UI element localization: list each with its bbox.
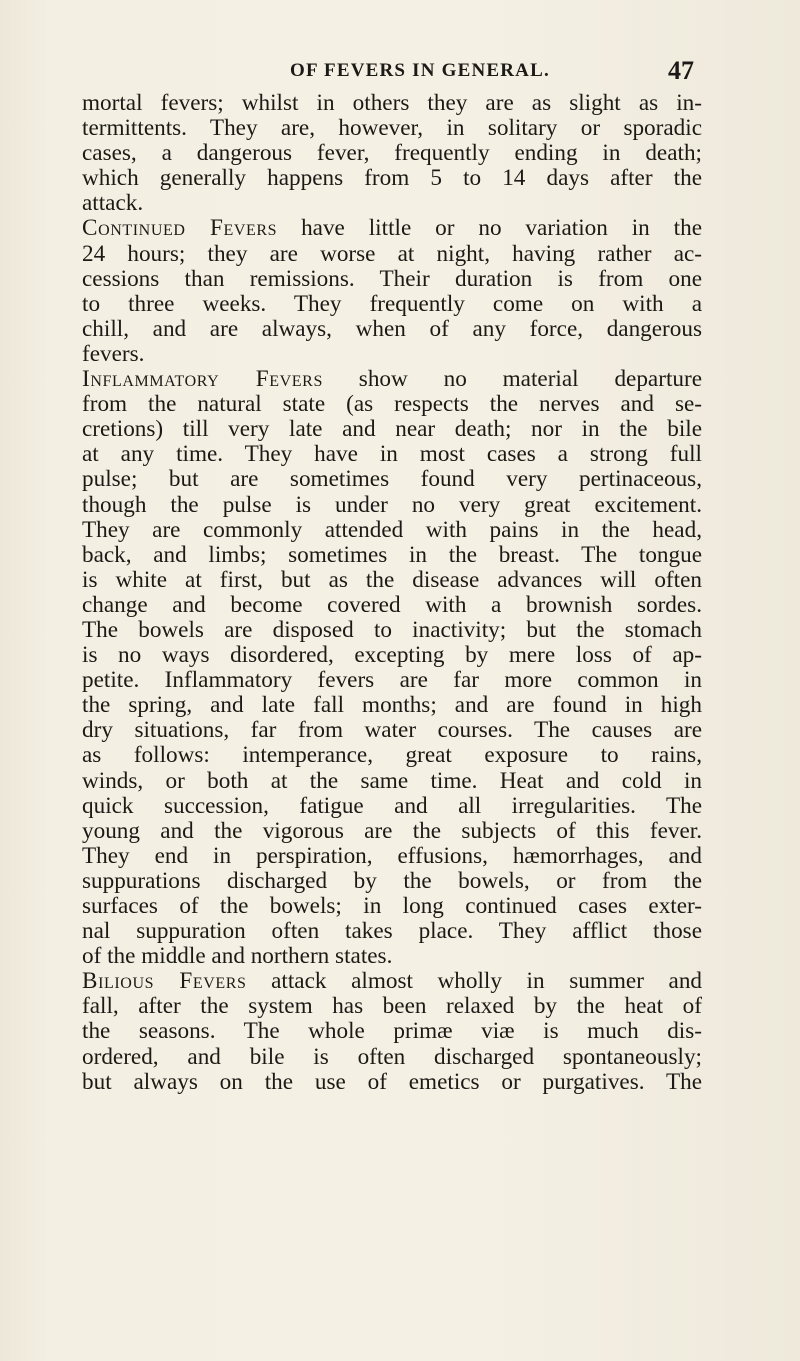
text-line: [82, 743, 702, 768]
text-line: [82, 417, 702, 442]
text-line: [82, 994, 702, 1019]
line-text: is white at first, but as the disease advances will often: [82, 566, 702, 593]
line-text: ordered, and bile is often discharged spontaneously;: [82, 1043, 702, 1070]
body-text: [82, 91, 702, 1095]
text-line: [82, 518, 702, 543]
line-text: 24 hours; they are worse at night, having rather ac-: [82, 240, 702, 267]
text-line: [82, 643, 702, 668]
text-line: [82, 769, 702, 794]
text-line: [82, 1019, 702, 1044]
line-text: cessions than remissions. Their duration is from one: [82, 265, 702, 292]
line-text: nal suppuration often takes place. They afflict those: [82, 918, 702, 945]
text-line: [82, 1045, 702, 1070]
text-line: [82, 166, 702, 191]
text-line: [82, 844, 702, 869]
line-text: back, and limbs; sometimes in the breast. The tongue: [82, 541, 702, 568]
line-text: cretions) till very late and near death; nor in the bile: [82, 416, 702, 443]
line-text: The bowels are disposed to inactivity; but the stomach: [82, 616, 702, 643]
line-text: pulse; but are sometimes found very pertinaceous,: [82, 466, 702, 493]
text-line: [82, 543, 702, 568]
text-line: [82, 593, 702, 618]
text-line: [82, 392, 702, 417]
line-text: chill, and are always, when of any force, dangerous: [82, 315, 702, 342]
text-line: [82, 317, 702, 342]
text-line: [82, 969, 702, 994]
text-line: [82, 292, 702, 317]
text-line: [82, 1070, 702, 1095]
text-line: [82, 467, 702, 492]
text-line: [82, 216, 702, 241]
line-text: cases, a dangerous fever, frequently ending in death;: [82, 140, 702, 167]
line-text: termittents. They are, however, in solitary or sporadic: [82, 115, 702, 142]
line-text: as follows: intemperance, great exposure to rains,: [82, 742, 702, 769]
line-text: fevers.: [82, 340, 145, 367]
line-text: petite. Inflammatory fevers are far more common in: [82, 667, 702, 694]
line-text: attack almost wholly in summer and: [246, 968, 703, 995]
line-text: winds, or both at the same time. Heat and cold in: [82, 767, 702, 794]
section-heading: Bilious Fevers: [82, 968, 247, 995]
text-line: [82, 91, 702, 116]
section-heading: Continued Fevers: [82, 215, 278, 242]
text-line: [82, 618, 702, 643]
text-line: [82, 869, 702, 894]
line-text: fall, after the system has been relaxed by the heat of: [82, 993, 702, 1020]
section-heading: Inflammatory Fevers: [82, 366, 323, 393]
line-text: though the pulse is under no very great excitement.: [82, 491, 702, 518]
text-line: [82, 894, 702, 919]
text-line: [82, 442, 702, 467]
line-text: show no material departure: [322, 366, 702, 393]
line-text: They end in perspiration, effusions, hæmorrhages, and: [82, 842, 702, 869]
text-line: [82, 794, 702, 819]
line-text: mortal fevers; whilst in others they are as slight as in-: [82, 90, 702, 116]
line-text: but always on the use of emetics or purgatives. The: [82, 1068, 702, 1095]
text-line: [82, 718, 702, 743]
text-line: [82, 242, 702, 267]
text-line: [82, 141, 702, 166]
line-text: young and the vigorous are the subjects of this fever.: [82, 817, 702, 844]
text-line: [82, 919, 702, 944]
running-title: OF FEVERS IN GENERAL.: [290, 60, 550, 81]
line-text: the seasons. The whole primæ viæ is much dis-: [82, 1018, 702, 1045]
line-text: is no ways disordered, excepting by mere loss of ap-: [82, 642, 702, 669]
text-line: [82, 191, 702, 216]
line-text: at any time. They have in most cases a strong full: [82, 441, 702, 468]
text-line: [82, 367, 702, 392]
text-line: [82, 568, 702, 593]
page-number: 47: [668, 56, 694, 85]
text-line: [82, 668, 702, 693]
line-text: change and become covered with a brownish sordes.: [82, 591, 702, 618]
text-line: [82, 693, 702, 718]
text-line: [82, 342, 702, 367]
line-text: quick succession, fatigue and all irregularities. The: [82, 792, 702, 819]
line-text: which generally happens from 5 to 14 days after the: [82, 165, 702, 192]
line-text: from the natural state (as respects the nerves and se-: [82, 391, 702, 418]
text-line: [82, 116, 702, 141]
line-text: to three weeks. They frequently come on with a: [82, 290, 702, 317]
line-text: the spring, and late fall months; and are found in high: [82, 692, 702, 719]
text-line: [82, 267, 702, 292]
line-text: suppurations discharged by the bowels, or from the: [82, 867, 702, 894]
line-text: dry situations, far from water courses. The causes are: [82, 717, 702, 744]
text-line: [82, 944, 702, 969]
line-text: They are commonly attended with pains in the head,: [82, 516, 702, 543]
line-text: of the middle and northern states.: [82, 943, 393, 970]
text-line: [82, 819, 702, 844]
line-text: have little or no variation in the: [277, 215, 702, 242]
running-header: [0, 56, 800, 90]
text-line: [82, 493, 702, 518]
line-text: surfaces of the bowels; in long continued cases exter-: [82, 893, 702, 919]
line-text: attack.: [82, 190, 144, 217]
